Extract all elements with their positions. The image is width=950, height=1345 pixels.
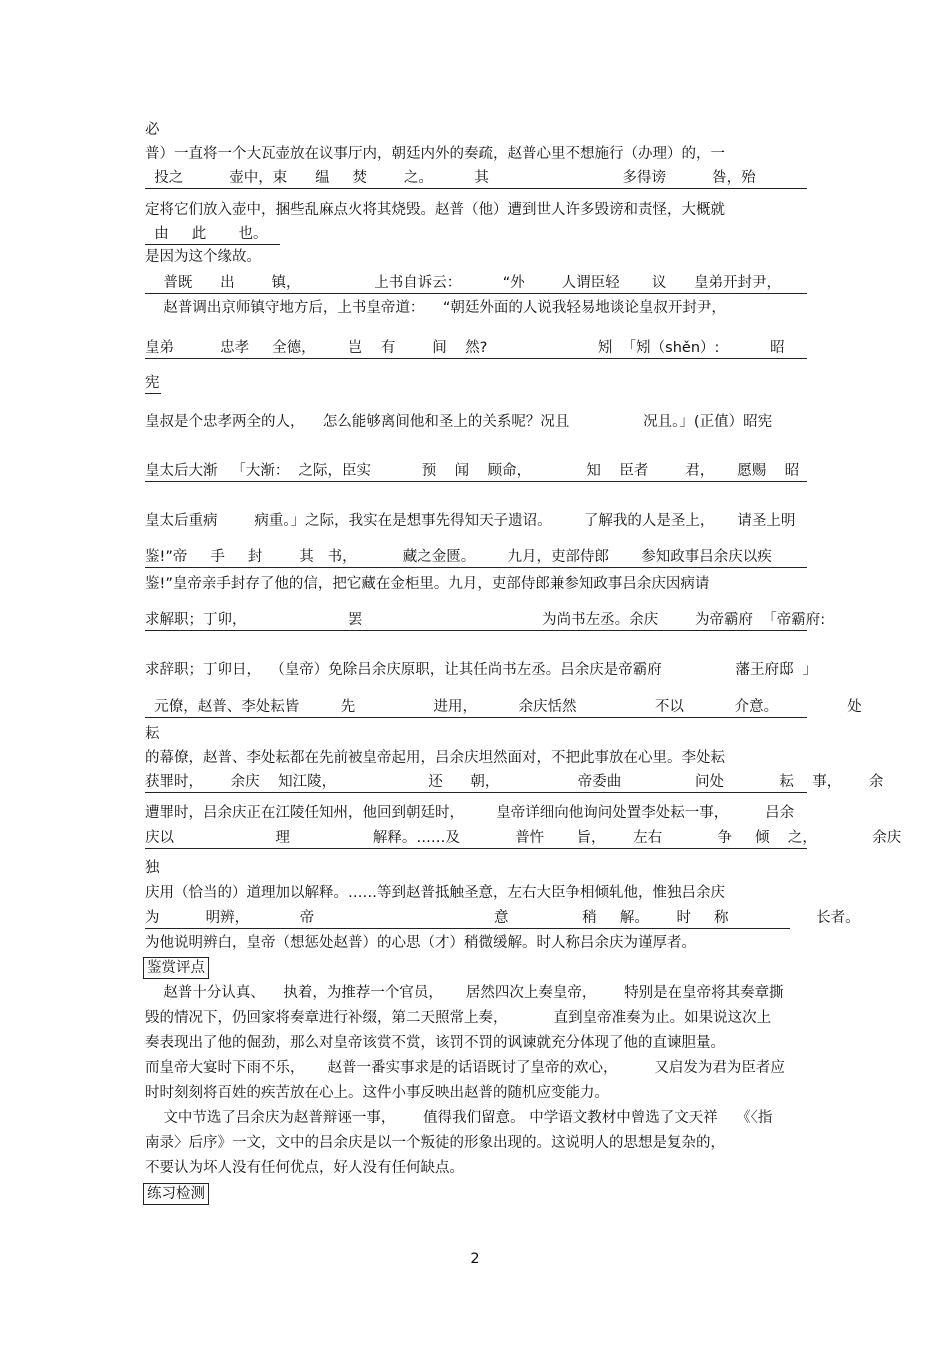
ln-8: 皇弟 忠孝 全德， 岂 有 间 然? 矧 「矧（shěn）: 昭 <box>145 338 807 359</box>
ln-18: 耘 <box>145 726 160 742</box>
ln-10: 皇叔是个忠孝两全的人， 怎么能够离间他和圣上的关系呢？况且 况且。」(正值）昭宪 <box>145 414 773 430</box>
ln-21: 遭罪时，吕余庆正在江陵任知州，他回到朝廷时， 皇帝详细向他询问处置李处耘一事， 吕余 <box>145 805 795 821</box>
ln-14: 鉴!”皇帝亲手封存了他的信，把它藏在金柜里。九月，吏部侍郎兼参知政事吕余庆因病请 <box>145 576 710 592</box>
ln-24: 庆用（恰当的）道理加以解释。……等到赵普抵触圣意，左右大臣争相倾轧他，惟独吕余庆 <box>145 885 725 901</box>
ln-17: 元僚，赵普、李处耘皆 先 进用， 余庆恬然 不以 介意。 处 <box>145 697 807 718</box>
ln-4: 由 此 也。 <box>145 224 280 245</box>
ln-29: 奏表现出了他的倔劲，那么对皇帝该赏不赏，该罚不罚的讽谏就充分体现了他的直谏胆量。 <box>145 1035 725 1051</box>
ln-31: 时时刻刻将百姓的疾苦放在心上。这件小事反映出赵普的随机应变能力。 <box>145 1085 609 1101</box>
heading-practice: 练习检测 <box>143 1183 209 1205</box>
heading-appreciation: 鉴赏评点 <box>143 957 209 979</box>
ln-23: 独 <box>145 860 160 876</box>
ln-26: 为他说明辨白，皇帝（想惩处赵普）的心思（才）稍微缓解。时人称吕余庆为谨厚者。 <box>145 935 696 951</box>
ln-15: 求解职；丁卯， 罢 为尚书左丞。余庆 为帝霸府 「帝霸府: <box>145 610 807 631</box>
ln-0: 必 <box>145 122 160 138</box>
ln-2: 投之 壶中，束 缊 焚 之。 其 多得谤 咎，殆 <box>145 168 807 189</box>
ln-16: 求辞职；丁卯日， （皇帝）免除吕余庆原职，让其任尚书左丞。吕余庆是帝霸府 藩王府邸 」 <box>145 662 818 678</box>
ln-6: 普既 出 镇， 上书自诉云： “外 人谓臣轻 议 皇弟开封尹， <box>145 273 807 294</box>
ln-30: 而皇帝大宴时下雨不乐， 赵普一番实事求是的话语既讨了皇帝的欢心， 又启发为君为臣者应 <box>145 1060 785 1076</box>
ln-33: 南录〉后序》一文，文中的吕余庆是以一个叛徒的形象出现的。这说明人的思想是复杂的， <box>145 1135 725 1151</box>
ln-12: 皇太后重病 病重。」之际，我实在是想事先得知天子遗诏。 了解我的人是圣上， 请圣上明 <box>145 513 796 529</box>
ln-20: 获罪时， 余庆 知江陵， 还 朝， 帝委曲 问处 耘 事， 余 <box>145 772 807 793</box>
ln-7: 赵普调出京师镇守地方后，上书皇帝道： “朝廷外面的人说我轻易地谈论皇叔开封尹， <box>145 300 726 316</box>
ln-1: 普）一直将一个大瓦壶放在议事厅内，朝廷内外的奏疏，赵普心里不想施行（办理）的，一 <box>145 146 725 162</box>
ln-9: 宪 <box>145 373 161 394</box>
ln-19: 的幕僚，赵普、李处耘都在先前被皇帝起用，吕余庆坦然面对，不把此事放在心里。李处耘 <box>145 750 725 766</box>
ln-32: 文中节选了吕余庆为赵普辩诬一事， 值得我们留意。 中学语文教材中曾选了文天祥 《〈指 <box>145 1110 773 1126</box>
page-number: 2 <box>470 1251 480 1267</box>
ln-11: 皇太后大渐 「大渐： 之际，臣实 预 闻 顾命， 知 臣者 君， 愿赐 昭 <box>145 461 807 482</box>
ln-5: 是因为这个缘故。 <box>145 249 261 265</box>
ln-27: 赵普十分认真、 执着，为推荐一个官员， 居然四次上奏皇帝， 特别是在皇帝将其奏章撕 <box>145 985 784 1001</box>
ln-28: 毁的情况下，仍回家将奏章进行补缀，第二天照常上奏， 直到皇帝准奏为止。如果说这次上 <box>145 1010 772 1026</box>
ln-22: 庆以 理 解释。……及 普忤 旨， 左右 争 倾 之， 余庆 <box>145 828 807 849</box>
ln-25: 为 明辨， 帝 意 稍 解。 时 称 长者。 <box>145 908 790 929</box>
ln-3: 定将它们放入壶中，捆些乱麻点火将其烧毁。赵普（他）遭到世人许多毁谤和责怪，大概就 <box>145 202 725 218</box>
ln-13: 鉴!”帝 手 封 其 书， 藏之金匮。 九月，吏部侍郎 参知政事吕余庆以疾 <box>145 547 807 568</box>
ln-34: 不要认为坏人没有任何优点，好人没有任何缺点。 <box>145 1160 464 1176</box>
